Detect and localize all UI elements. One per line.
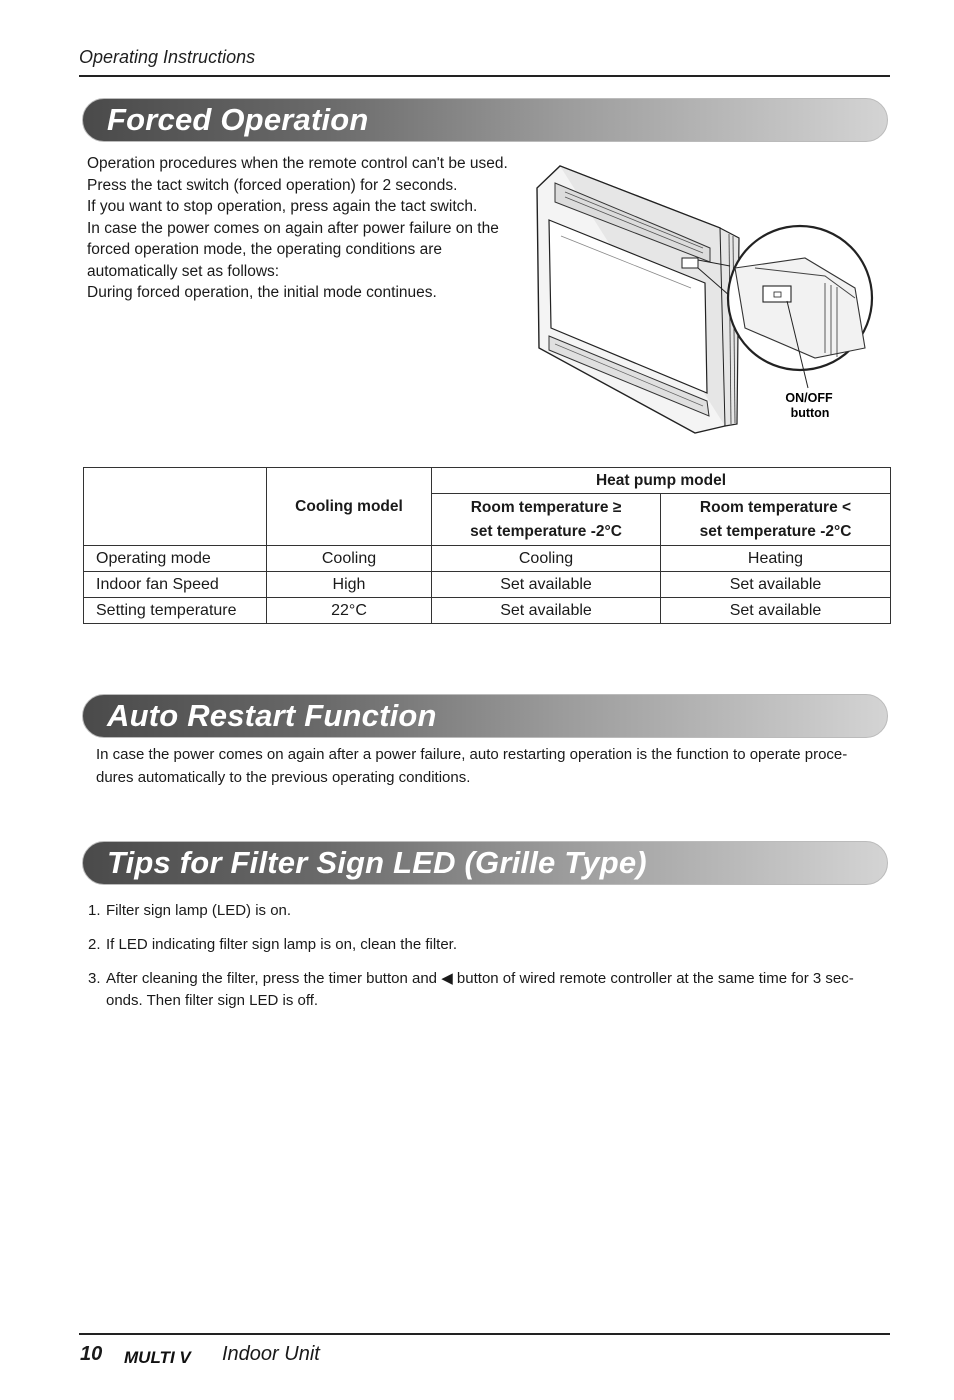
- forced-operation-intro: [87, 153, 517, 304]
- footer-rule: [79, 1333, 890, 1335]
- item-text-after: button of wired remote controller at the same time for 3 sec-onds. Then filter sign LED is off.: [106, 970, 854, 1009]
- tips-title: Tips for Filter Sign LED (Grille Type): [107, 845, 647, 880]
- cell-cooling: 22°C: [267, 598, 432, 624]
- cell-hp-lt: Set available: [661, 598, 891, 624]
- auto-restart-title: Auto Restart Function: [107, 698, 437, 733]
- logo-text: MULTI V: [124, 1348, 191, 1367]
- cooling-model-header: Cooling model: [267, 468, 432, 546]
- row-label: Operating mode: [84, 546, 267, 572]
- cell-cooling: Cooling: [267, 546, 432, 572]
- page-header: Operating Instructions: [79, 47, 256, 67]
- item-text: If LED indicating filter sign lamp is on, clean the filter.: [106, 936, 458, 953]
- hp-lt-line2: set temperature -2°C: [699, 522, 852, 540]
- row-label: Setting temperature: [84, 598, 267, 624]
- indoor-unit-illustration: [525, 158, 885, 438]
- table-row: [84, 546, 891, 572]
- table-empty-cell: [84, 468, 267, 546]
- multi-v-logo: [124, 1346, 216, 1368]
- list-item: [88, 968, 888, 1012]
- cell-hp-lt: Heating: [661, 546, 891, 572]
- intro-paragraph: In case the power comes on again after power failure on the forced operation mode, the operating conditions are automatically set as follows:: [87, 219, 499, 280]
- list-item: [88, 934, 888, 956]
- hp-ge-header: [432, 494, 661, 546]
- unit-label: Indoor Unit: [222, 1343, 320, 1365]
- table-row: [84, 598, 891, 624]
- forced-operation-title: Forced Operation: [107, 102, 369, 137]
- hp-ge-line1: Room temperature ≥: [470, 498, 622, 516]
- tips-banner: [82, 841, 888, 885]
- item-text: Filter sign lamp (LED) is on.: [106, 902, 292, 919]
- heat-pump-header: Heat pump model: [432, 468, 891, 494]
- cell-hp-ge: Set available: [432, 598, 661, 624]
- intro-paragraph: During forced operation, the initial mode continues.: [87, 284, 437, 301]
- hp-lt-header: [661, 494, 891, 546]
- button-label: button: [790, 406, 830, 420]
- hp-lt-line1: Room temperature <: [699, 498, 852, 516]
- auto-restart-banner: [82, 694, 888, 738]
- item-number: 2.: [88, 936, 101, 953]
- list-item: [88, 900, 888, 922]
- forced-operation-banner: [82, 98, 888, 142]
- auto-restart-text: In case the power comes on again after a power failure, auto restarting operation is the function to operate proce-dures automatically to the previous operating conditions.: [96, 746, 848, 786]
- tips-list: [88, 900, 888, 1024]
- hp-ge-line2: set temperature -2°C: [470, 522, 622, 540]
- page-number: 10: [80, 1343, 103, 1365]
- intro-paragraph: If you want to stop operation, press again the tact switch.: [87, 198, 478, 215]
- cell-hp-ge: Set available: [432, 572, 661, 598]
- forced-operation-table: [83, 467, 891, 624]
- table-row: [84, 572, 891, 598]
- item-number: 3.: [88, 970, 101, 987]
- row-label: Indoor fan Speed: [84, 572, 267, 598]
- cell-cooling: High: [267, 572, 432, 598]
- header-rule: [79, 75, 890, 77]
- cell-hp-ge: Cooling: [432, 546, 661, 572]
- item-number: 1.: [88, 902, 101, 919]
- on-off-label: ON/OFF: [785, 391, 833, 405]
- intro-paragraph: Operation procedures when the remote control can't be used.: [87, 155, 508, 172]
- cell-hp-lt: Set available: [661, 572, 891, 598]
- intro-paragraph: Press the tact switch (forced operation) for 2 seconds.: [87, 176, 458, 194]
- left-arrow-icon: ◀: [441, 970, 453, 987]
- item-text-before: After cleaning the filter, press the timer button and: [106, 970, 438, 987]
